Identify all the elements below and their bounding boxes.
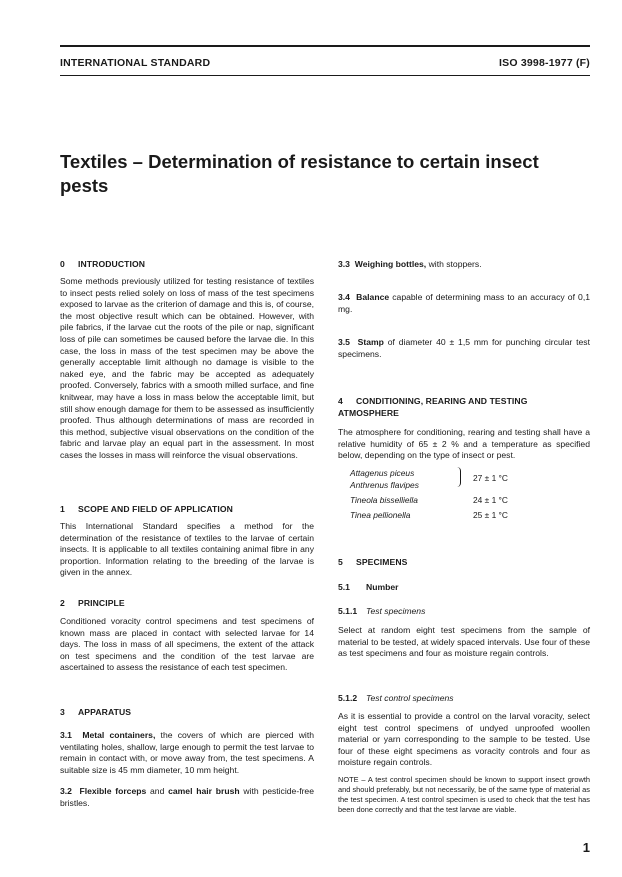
clause-3-5-text: of diameter 40 ± 1,5 mm for punching circular test specimens.: [338, 337, 590, 359]
clause-3-2-term: Flexible forceps: [79, 786, 147, 796]
clause-3-2-text: with pesticide-free bristles.: [60, 786, 314, 808]
insect-temperature: 27 ± 1 °C: [473, 473, 508, 483]
clause-3-3: [338, 259, 590, 271]
clause-3-3-term: Weighing bottles,: [354, 259, 427, 269]
header-rule: [60, 75, 590, 76]
header-standard-label: INTERNATIONAL STANDARD: [60, 57, 211, 69]
section-1-heading: [60, 504, 314, 514]
header-document-number: ISO 3998-1977 (F): [499, 57, 590, 69]
section-1-title: SCOPE AND FIELD OF APPLICATION: [78, 504, 233, 514]
insect-temperature: 24 ± 1 °C: [473, 495, 508, 505]
clause-3-1-term: Metal containers,: [82, 730, 156, 740]
section-3-number: 3: [60, 707, 65, 717]
insect-name: Attagenus piceus: [350, 468, 415, 478]
top-rule: [60, 45, 590, 47]
section-0-title: INTRODUCTION: [78, 259, 146, 269]
section-5-number: 5: [338, 557, 343, 567]
section-2-text: Conditioned voracity control specimens and test specimens of known mass are placed in contact with selected larvae for 14 days. The loss in mass of all specimens, the extent of the attack on test specimens and the condition of the test larvae are ascertained to assess the resistance of each test specimen.: [60, 616, 314, 673]
page-number: 1: [582, 840, 590, 855]
page-title: Textiles – Determination of resistance to certain insect pests: [60, 151, 539, 196]
clause-5-1-1-text: Select at random eight test specimens from the sample of material to be tested, at widely spaced intervals. Use four of these as test specimens and four as moisture regain controls.: [338, 625, 590, 659]
insect-temperature: 25 ± 1 °C: [473, 510, 508, 520]
clause-5-1-2-heading: [338, 693, 590, 703]
section-5-heading: [338, 557, 590, 567]
section-3-title: APPARATUS: [78, 707, 132, 717]
note-text: NOTE – A test control specimen should be known to support insect growth and should preferably, but not necessarily, be of the same type of material as the test specimen. A test control specimen is used to check that the test has been done correctly and that the test larvae are viable.: [338, 775, 590, 814]
section-2-title: PRINCIPLE: [78, 598, 125, 608]
clause-5-1-1-heading: [338, 606, 590, 616]
clause-3-5-term: Stamp: [357, 337, 384, 347]
section-4-text: The atmosphere for conditioning, rearing and testing shall have a relative humidity of 65 ± 2 % and a temperature as specified below, depending on the type of insect or pest.: [338, 427, 590, 461]
clause-5-1-2-title: Test control specimens: [366, 693, 454, 703]
section-1-text: This International Standard specifies a method for the determination of the resistance of textiles to the larvae of certain insects. It is applicable to all textiles containing animal fibre in any proportion. Information relating to the breeding of the larvae is given in the annex.: [60, 521, 314, 578]
clause-3-2-term-2: camel hair brush: [168, 786, 240, 796]
clause-3-2: [60, 786, 314, 809]
clause-3-5: [338, 337, 590, 360]
clause-3-1-number: 3.1: [60, 730, 72, 740]
clause-3-1-text: the covers of which are pierced with ventilating holes, shallow, large enough to permit the test larvae to remain in contact with, or move away from, the test specimens. A suitable size is 45 mm diameter, 10 mm height.: [60, 730, 315, 775]
section-1-number: 1: [60, 504, 65, 514]
clause-3-3-text: with stoppers.: [426, 259, 482, 269]
insect-name: Tinea pellionella: [350, 510, 411, 520]
clause-5-1-2-text: As it is essential to provide a control on the larval voracity, select eight test control specimens of undyed unproofed woollen material or yarn corresponding to the sample to be tested. Use four of these eight specimens as voracity controls and four as moisture regain controls.: [338, 711, 590, 768]
clause-3-2-joiner: and: [146, 786, 169, 796]
insect-name: Anthrenus flavipes: [350, 480, 419, 490]
section-3-heading: [60, 707, 314, 717]
section-4-heading: [338, 396, 590, 419]
insect-name: Tineola bisselliella: [350, 495, 418, 505]
section-0-heading: [60, 259, 314, 269]
clause-5-1-heading: [338, 582, 590, 592]
clause-3-3-number: 3.3: [338, 259, 350, 269]
clause-3-5-number: 3.5: [338, 337, 350, 347]
section-5-title: SPECIMENS: [356, 557, 408, 567]
section-4-title: CONDITIONING, REARING AND TESTING ATMOSPHERE: [338, 396, 528, 418]
clause-3-4: [338, 292, 590, 315]
clause-3-4-text: capable of determining mass to an accuracy of 0,1 mg.: [338, 292, 591, 314]
clause-3-4-number: 3.4: [338, 292, 350, 302]
section-2-heading: [60, 598, 314, 608]
clause-5-1-1-title: Test specimens: [366, 606, 426, 616]
section-0-number: 0: [60, 259, 65, 269]
clause-5-1-number: 5.1: [338, 582, 350, 592]
clause-3-4-term: Balance: [356, 292, 390, 302]
clause-5-1-title: Number: [366, 582, 399, 592]
section-2-number: 2: [60, 598, 65, 608]
clause-3-1: [60, 730, 314, 776]
clause-5-1-2-number: 5.1.2: [338, 693, 358, 703]
section-0-text: Some methods previously utilized for testing resistance of textiles to insect pests relied solely on loss of mass of the test specimens exposed to larvae as the criterion of damage and this is, of course, the most objective result which can be obtained. However, with pile fabrics, if the larvae cut the roots of the pile or nap, significant loss of pile can sometimes be caused before the larvae die. In this case, the loss in mass of the test specimen may be above the generally acceptable limit although no damage is visible to the naked eye, and the fabric may be accepted as adequately proofed. Conversely, fabrics with a smooth milled surface, and fine knitwear, may have a loss in mass below the acceptable limit, but still show enough damage for them to be assessed as insufficiently proofed. Thus although determinations of mass are recorded in this method, subjective visual observations on the condition of the fabric and larvae play an equal part in the assessment. In most cases the losses in mass will reinforce the visual observations.: [60, 276, 314, 460]
section-4-number: 4: [338, 396, 343, 406]
grouping-brace: [456, 467, 461, 487]
clause-3-2-number: 3.2: [60, 786, 72, 796]
clause-5-1-1-number: 5.1.1: [338, 606, 358, 616]
